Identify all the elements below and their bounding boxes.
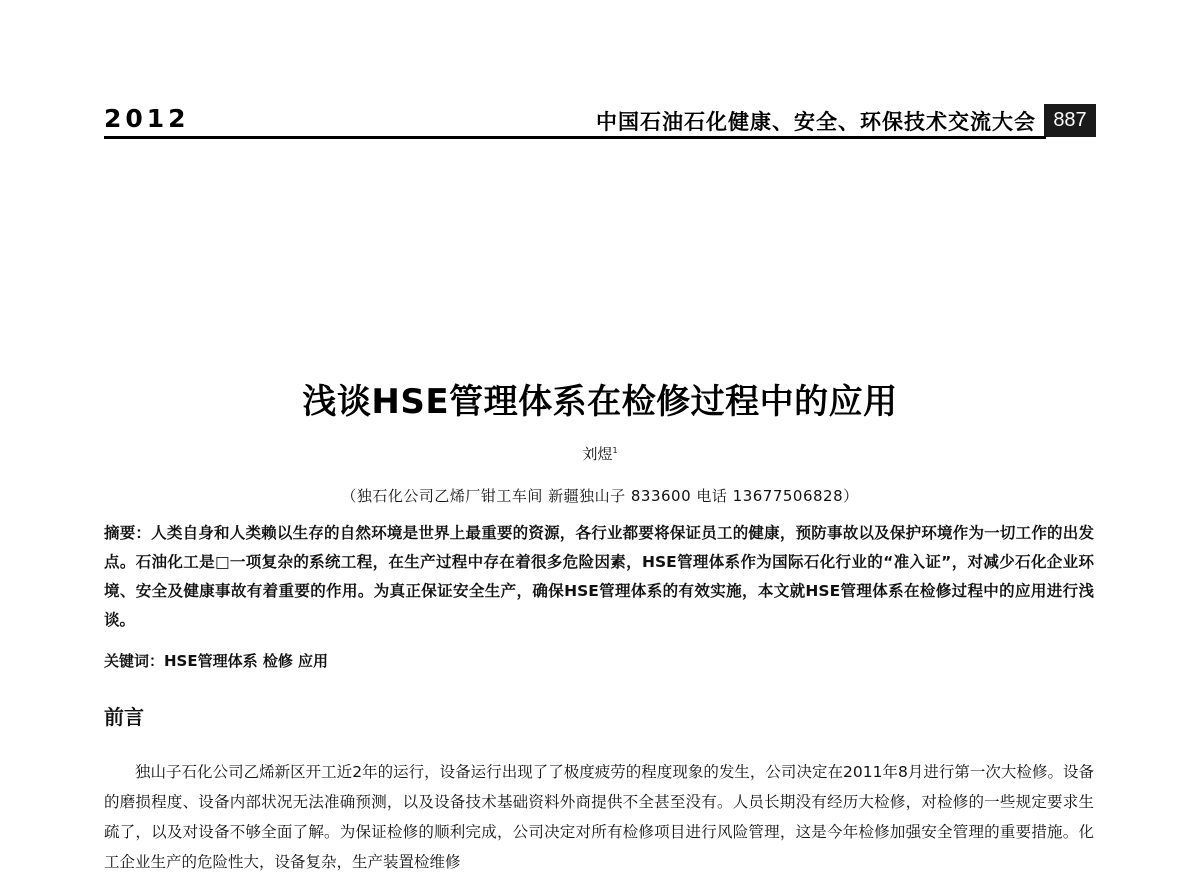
author-name: 刘煜 (582, 445, 613, 463)
author-line (0, 443, 1200, 464)
body-paragraph: 独山子石化公司乙烯新区开工近2年的运行，设备运行出现了了极度疲劳的程度现象的发生，公司决定在2011年8月进行第一次大检修。设备的磨损程度、设备内部状况无法准确预测，以及设备技术基础资料外商提供不全甚至没有。人员长期没有经历大检修，对检修的一些规定要求生疏了，以及对设备不够全面了解。为保证检修的顺利完成，公司决定对所有检修项目进行风险管理，这是今年检修加强安全管理的重要措施。化工企业生产的危险性大，设备复杂，生产装置检维修 (104, 763, 1094, 871)
year-label: 2012 (104, 104, 190, 133)
section-heading: 前言 (104, 705, 144, 729)
paper-title: 浅谈HSE管理体系在检修过程中的应用 (302, 382, 898, 422)
page-number: 887 (1044, 104, 1096, 137)
affiliation: （独石化公司乙烯厂钳工车间 新疆独山子 833600 电话 13677506828） (341, 487, 859, 505)
keywords: 关键词：HSE管理体系 检修 应用 (104, 652, 329, 670)
header-rule (104, 136, 1046, 139)
conference-title: 中国石油石化健康、安全、环保技术交流大会 (596, 110, 1036, 134)
author-superscript: 1 (612, 446, 618, 455)
running-header (104, 100, 1096, 140)
abstract: 摘要：人类自身和人类赖以生存的自然环境是世界上最重要的资源，各行业都要将保证员工的健康，预防事故以及保护环境作为一切工作的出发点。石油化工是□一项复杂的系统工程，在生产过程中存在着很多危险因素，HSE管理体系作为国际石化行业的“准入证”，对减少石化企业环境、安全及健康事故有着重要的作用。为真正保证安全生产，确保HSE管理体系的有效实施，本文就HSE管理体系在检修过程中的应用进行浅谈。 (104, 524, 1094, 629)
